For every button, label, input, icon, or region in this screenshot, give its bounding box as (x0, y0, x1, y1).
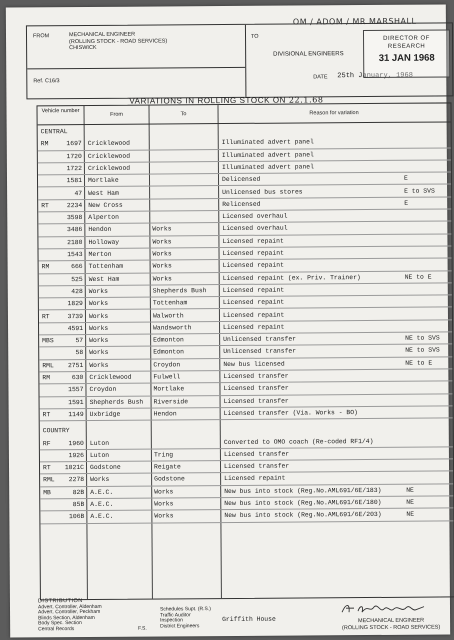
vehicle-class: RT (41, 312, 50, 320)
from-garage: Works (88, 287, 109, 295)
vehicle-number: 428 (71, 287, 83, 295)
reason: Licensed repaint (224, 474, 286, 483)
reason: New bus into stock (Reg.No.AML691/6E/180) (224, 498, 382, 508)
vehicle-number: 2180 (67, 238, 83, 246)
reason: Unlicensed transfer (223, 347, 297, 356)
distribution-list: DISTRIBUTION Advert. Controller, Aldenham Advert. Controller, Peckham Blinds Section, Aldenham Body Spec. Section Central Records (37, 598, 102, 633)
signatory-title: MECHANICAL ENGINEER (ROLLING STOCK - ROAD SERVICES) (342, 617, 441, 631)
page-title: VARIATIONS IN ROLLING STOCK ON 22.1.68 (129, 95, 324, 106)
vehicle-class: RM (40, 140, 49, 148)
vehicle-number: 2751 (67, 361, 84, 369)
code-change: E (404, 199, 409, 207)
from-garage: Holloway (88, 238, 120, 246)
received-stamp: DIRECTOR OF RESEARCH 31 JAN 1968 (363, 29, 450, 78)
code-change: E to SVS (404, 187, 435, 195)
code-change: E (403, 174, 408, 182)
from-garage: A.E.C. (90, 500, 114, 508)
vehicle-number: 1557 (68, 386, 84, 394)
reason: New bus into stock (Reg.No.AML691/6E/203) (224, 511, 382, 520)
vehicle-number: 666 (71, 263, 83, 271)
vehicle-number: 3598 (66, 214, 83, 222)
section-header: COUNTRY (42, 427, 70, 435)
to-garage: Works (154, 512, 174, 520)
reason: Licensed overhaul (222, 212, 288, 221)
to-garage: Edmonton (153, 336, 184, 344)
vehicle-number: 2278 (68, 476, 85, 484)
vehicle-class: MBS (42, 337, 54, 345)
reason: Converted to OMO coach (Re-coded RF1/4) (223, 437, 374, 446)
table-row (40, 509, 453, 524)
vehicle-number: 1543 (67, 251, 83, 259)
from-garage: Works (89, 324, 109, 332)
to-garage: Works (152, 238, 172, 246)
reason: Licensed repaint (ex. Priv. Trainer) (222, 273, 361, 282)
code-change: NE (406, 486, 414, 494)
to-garage: Riverside (153, 397, 189, 406)
vehicle-class: RML (43, 476, 55, 484)
reason: Licensed repaint (222, 286, 285, 294)
reason: Unlicensed transfer (223, 335, 297, 344)
vehicle-number: 1829 (67, 300, 83, 308)
vehicle-class: MB (43, 488, 51, 496)
col-header-to: To (180, 111, 187, 118)
to-garage: Works (154, 500, 174, 508)
to-garage: Hendon (153, 410, 177, 418)
vehicle-number: 1697 (66, 140, 82, 148)
code-change: NE to E (404, 273, 432, 281)
from-garage: Hendon (88, 226, 112, 234)
handwritten-routing: OM / ADOM / MR MARSHALL (292, 16, 417, 27)
from-value: MECHANICAL ENGINEER (ROLLING STOCK - ROAD SERVICES) CHISWICK (68, 31, 168, 52)
to-garage: Edmonton (153, 348, 184, 356)
vehicle-class: RT (42, 464, 51, 472)
from-garage: West Ham (88, 189, 119, 197)
reason: Licensed transfer (223, 450, 290, 458)
from-garage: Luton (89, 451, 110, 459)
vehicle-class: RML (42, 361, 54, 369)
code-change: NE (406, 511, 415, 519)
from-garage: Uxbridge (89, 410, 121, 418)
from-garage: A.E.C. (90, 513, 114, 521)
reason: Licensed repaint (222, 261, 285, 270)
vehicle-number: 1926 (68, 451, 84, 459)
from-garage: Works (89, 349, 109, 357)
from-garage: Cricklewood (89, 373, 132, 381)
vehicle-number: 3739 (67, 312, 83, 320)
from-garage: Works (89, 336, 109, 345)
code-change: NE to SVS (405, 346, 440, 355)
vehicle-number: 106B (68, 513, 85, 521)
reason: Licensed transfer (223, 372, 289, 381)
title-date: 22.1.68 (288, 95, 324, 105)
griffith-house: Griffith House (222, 615, 276, 624)
to-garage: Fulwell (153, 373, 181, 381)
vehicle-number: 1581 (66, 177, 83, 185)
vehicle-number: 82B (72, 488, 85, 496)
vehicle-number: 4591 (67, 324, 84, 332)
from-garage: Works (89, 361, 109, 369)
reason: Licensed transfer (223, 462, 290, 471)
from-garage: Merton (88, 250, 112, 258)
to-garage: Walworth (152, 311, 184, 320)
vehicle-number: 630 (71, 374, 84, 382)
vehicle-number: 1149 (68, 410, 84, 419)
reason: Illuminated advert panel (221, 163, 314, 171)
distribution-list-2: Schedules Supt. (R.S.) Traffic Auditor Inspection District Engineers (159, 606, 211, 630)
vehicle-number: 3486 (66, 226, 83, 234)
to-label: TO (250, 33, 259, 40)
from-garage: New Cross (88, 201, 123, 209)
vehicle-number: 85B (72, 501, 85, 509)
to-garage: Tring (153, 451, 174, 459)
from-garage: Works (88, 300, 109, 308)
vehicle-number: 1722 (66, 164, 82, 173)
section-header: CENTRAL (40, 128, 68, 136)
to-garage: Wandsworth (153, 324, 192, 332)
variations-table (36, 102, 454, 600)
reason: Delicensed (221, 175, 261, 184)
from-garage: Luton (89, 439, 110, 447)
vehicle-class: RM (42, 374, 51, 382)
to-garage: Shepherds Bush (152, 287, 207, 295)
code-change: NE (406, 498, 414, 506)
reason: Licensed repaint (222, 249, 284, 258)
reason: Illuminated advert panel (221, 150, 314, 159)
reason: Licensed transfer (Via. Works - BO) (223, 408, 358, 417)
date-value: 25th January, 1968 (337, 71, 413, 81)
from-garage: Works (88, 312, 109, 320)
from-garage: Mortlake (87, 176, 119, 185)
vehicle-number: 1021C (64, 464, 85, 472)
vehicle-number: 2234 (66, 201, 83, 209)
to-garage: Works (154, 488, 174, 496)
reason: Licensed repaint (223, 323, 285, 331)
reason: Relicensed (222, 200, 261, 208)
vehicle-number: 525 (71, 275, 83, 283)
vehicle-number: 1720 (66, 152, 82, 160)
from-garage: Cricklewood (87, 152, 131, 160)
to-garage: Croydon (153, 361, 181, 369)
reason: Licensed transfer (223, 384, 289, 393)
reason: New bus into stock (Reg.No.AML691/6E/183) (224, 486, 382, 495)
from-garage: A.E.C. (90, 488, 114, 496)
from-garage: Cricklewood (87, 164, 131, 172)
reason: Illuminated advert panel (221, 138, 314, 147)
col-header-reason: Reason for variation (309, 110, 359, 117)
col-header-from: From (110, 111, 124, 118)
reason: Unlicensed bus stores (222, 187, 303, 196)
to-garage: Godstone (154, 475, 185, 483)
to-garage: Mortlake (153, 385, 185, 393)
from-garage: Shepherds Bush (89, 398, 144, 406)
col-header-vehicle: Vehicle number (41, 108, 80, 115)
from-garage: Tottenham (88, 263, 124, 271)
from-garage: Cricklewood (87, 139, 130, 148)
reason: Licensed repaint (222, 298, 285, 307)
document-sheet (6, 4, 450, 637)
vehicle-number: 1591 (68, 398, 84, 406)
vehicle-class: RM (41, 263, 50, 271)
reason: Licensed repaint (222, 237, 284, 245)
to-value: DIVISIONAL ENGINEERS (273, 51, 344, 58)
code-change: NE to E (405, 359, 433, 367)
from-garage: Works (90, 476, 110, 484)
vehicle-number: 47 (74, 189, 83, 197)
to-garage: Works (152, 262, 172, 270)
to-garage: Reigate (153, 463, 181, 471)
fs-label: F.S. (138, 625, 147, 632)
signature (340, 601, 440, 616)
reason: Licensed transfer (223, 397, 289, 405)
vehicle-class: RT (41, 202, 49, 210)
reference-number: Ref. C16/3 (33, 78, 60, 85)
vehicle-number: 58 (75, 349, 84, 357)
from-garage: Alperton (88, 213, 119, 222)
to-garage: Works (152, 274, 172, 283)
table-row (40, 406, 453, 421)
reason: New bus licensed (223, 360, 285, 368)
to-garage: Tottenham (152, 299, 188, 307)
date-label: DATE (313, 74, 328, 81)
from-garage: Godstone (89, 463, 121, 472)
stamp-date: 31 JAN 1968 (378, 52, 435, 64)
from-garage: Croydon (89, 386, 117, 394)
vehicle-number: 1960 (68, 439, 84, 447)
to-garage: Works (152, 250, 172, 258)
to-garage: Works (152, 225, 172, 233)
vehicle-class: RT (42, 411, 51, 419)
vehicle-class: RF (42, 439, 51, 447)
code-change: NE to SVS (405, 334, 440, 342)
reason: Licensed overhaul (222, 224, 288, 233)
from-label: FROM (32, 33, 50, 40)
vehicle-number: 57 (75, 337, 84, 345)
reason: Licensed repaint (222, 311, 285, 319)
from-garage: West Ham (88, 275, 120, 283)
